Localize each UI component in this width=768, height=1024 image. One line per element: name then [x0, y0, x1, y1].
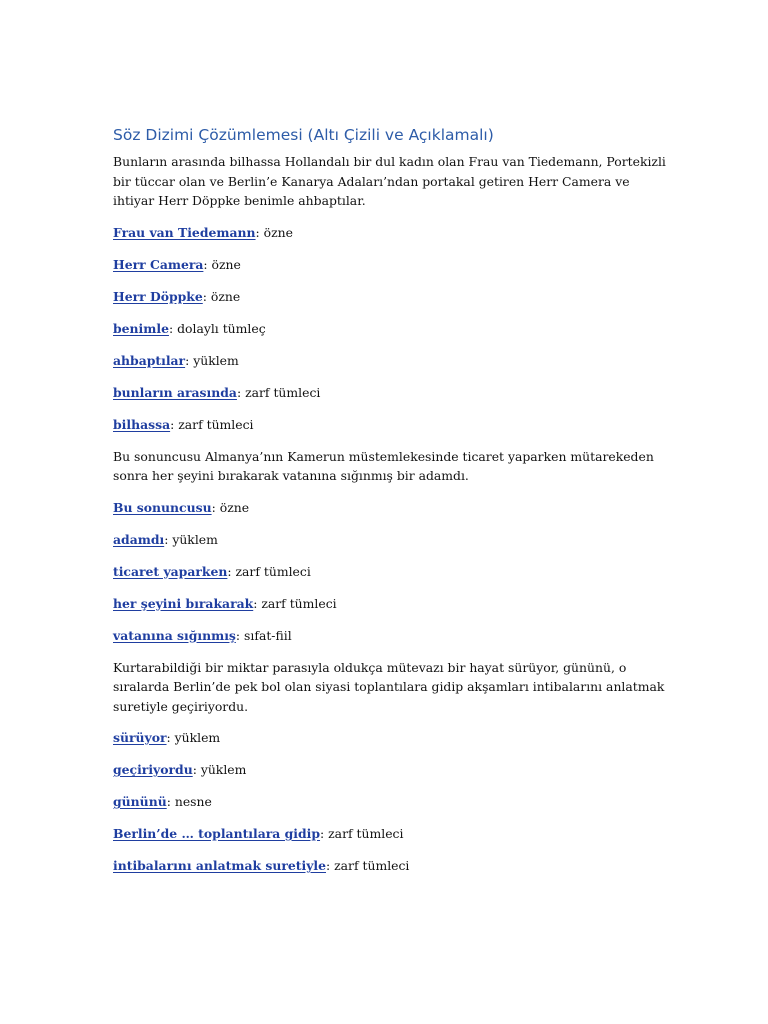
analysis-item [113, 792, 673, 812]
analysis-item [113, 562, 673, 582]
separator: : [326, 858, 335, 873]
source-sentence-3: Kurtarabildiği bir miktar parasıyla oldukça mütevazı bir hayat sürüyor, gününü, o sıralarda Berlin’de pek bol olan siyasi toplantılara gidip akşamları intibalarını anlatmak suretiyle geçiriyordu. [113, 659, 665, 714]
underlined-term: adamdı [113, 531, 165, 547]
separator: : [166, 730, 175, 745]
underlined-term: intibalarını anlatmak suretiyle [113, 858, 326, 873]
grammatical-role: yüklem [200, 762, 247, 777]
separator: : [164, 531, 173, 547]
grammatical-role: özne [263, 224, 293, 240]
separator: : [227, 563, 236, 579]
underlined-term: Herr Camera [113, 256, 204, 272]
analysis-item [113, 594, 673, 614]
grammatical-role: nesne [174, 794, 212, 809]
analysis-item [113, 626, 673, 646]
separator: : [202, 288, 211, 304]
source-sentence-2: Bu sonuncusu Almanya’nın Kamerun müstemlekesinde ticaret yaparken mütarekeden sonra her şeyini bırakarak vatanına sığınmış bir adamdı. [113, 448, 654, 483]
underlined-term: Herr Döppke [113, 288, 203, 304]
separator: : [320, 826, 329, 841]
grammatical-role: özne [210, 288, 241, 304]
analysis-item [113, 383, 673, 403]
underlined-term: ahbaptılar [113, 352, 186, 368]
analysis-item [113, 530, 673, 550]
grammatical-role: yüklem [172, 531, 218, 547]
separator: : [192, 762, 201, 777]
separator: : [203, 256, 212, 272]
separator: : [170, 416, 179, 432]
separator: : [168, 320, 178, 336]
underlined-term: Frau van Tiedemann [113, 224, 256, 240]
separator: : [211, 499, 220, 515]
separator: : [236, 384, 246, 400]
separator: : [253, 595, 262, 611]
analysis-item [113, 728, 673, 748]
underlined-term: benimle [113, 320, 169, 336]
grammatical-role: özne [219, 499, 250, 515]
grammatical-role: zarf tümleci [334, 858, 410, 873]
grammatical-role: zarf tümleci [328, 826, 404, 841]
underlined-term: gününü [113, 794, 167, 809]
underlined-term: bunların arasında [113, 384, 237, 400]
grammatical-role: zarf tümleci [245, 384, 321, 400]
grammatical-role: yüklem [193, 352, 239, 368]
analysis-item [113, 319, 673, 339]
analysis-item [113, 760, 673, 780]
grammatical-role: sıfat-fiil [244, 627, 292, 643]
underlined-term: vatanına sığınmış [113, 627, 236, 643]
analysis-item [113, 856, 673, 876]
page-title: Söz Dizimi Çözümlemesi (Altı Çizili ve Açıklamalı) [113, 126, 494, 144]
separator: : [235, 627, 245, 643]
analysis-item [113, 824, 673, 844]
underlined-term: Bu sonuncusu [113, 499, 212, 515]
underlined-term: geçiriyordu [113, 762, 193, 777]
separator: : [255, 224, 264, 240]
document-page [113, 124, 673, 888]
analysis-item [113, 255, 673, 275]
underlined-term: bilhassa [113, 416, 171, 432]
grammatical-role: zarf tümleci [178, 416, 254, 432]
grammatical-role: zarf tümleci [235, 563, 311, 579]
grammatical-role: özne [211, 256, 241, 272]
underlined-term: her şeyini bırakarak [113, 595, 254, 611]
analysis-item [113, 415, 673, 435]
analysis-item [113, 287, 673, 307]
underlined-term: Berlin’de … toplantılara gidip [113, 826, 321, 841]
analysis-item [113, 351, 673, 371]
underlined-term: sürüyor [113, 730, 167, 745]
separator: : [166, 794, 175, 809]
grammatical-role: dolaylı tümleç [177, 320, 266, 336]
grammatical-role: zarf tümleci [261, 595, 337, 611]
analysis-item [113, 223, 673, 243]
underlined-term: ticaret yaparken [113, 563, 228, 579]
analysis-item [113, 498, 673, 518]
grammatical-role: yüklem [174, 730, 221, 745]
source-sentence-1: Bunların arasında bilhassa Hollandalı bir dul kadın olan Frau van Tiedemann, Portekizli bir tüccar olan ve Berlin’e Kanarya Adaları’ndan portakal getiren Herr Camera ve ihtiyar Herr Döppke benimle ahbaptılar. [113, 154, 666, 208]
separator: : [185, 352, 194, 368]
